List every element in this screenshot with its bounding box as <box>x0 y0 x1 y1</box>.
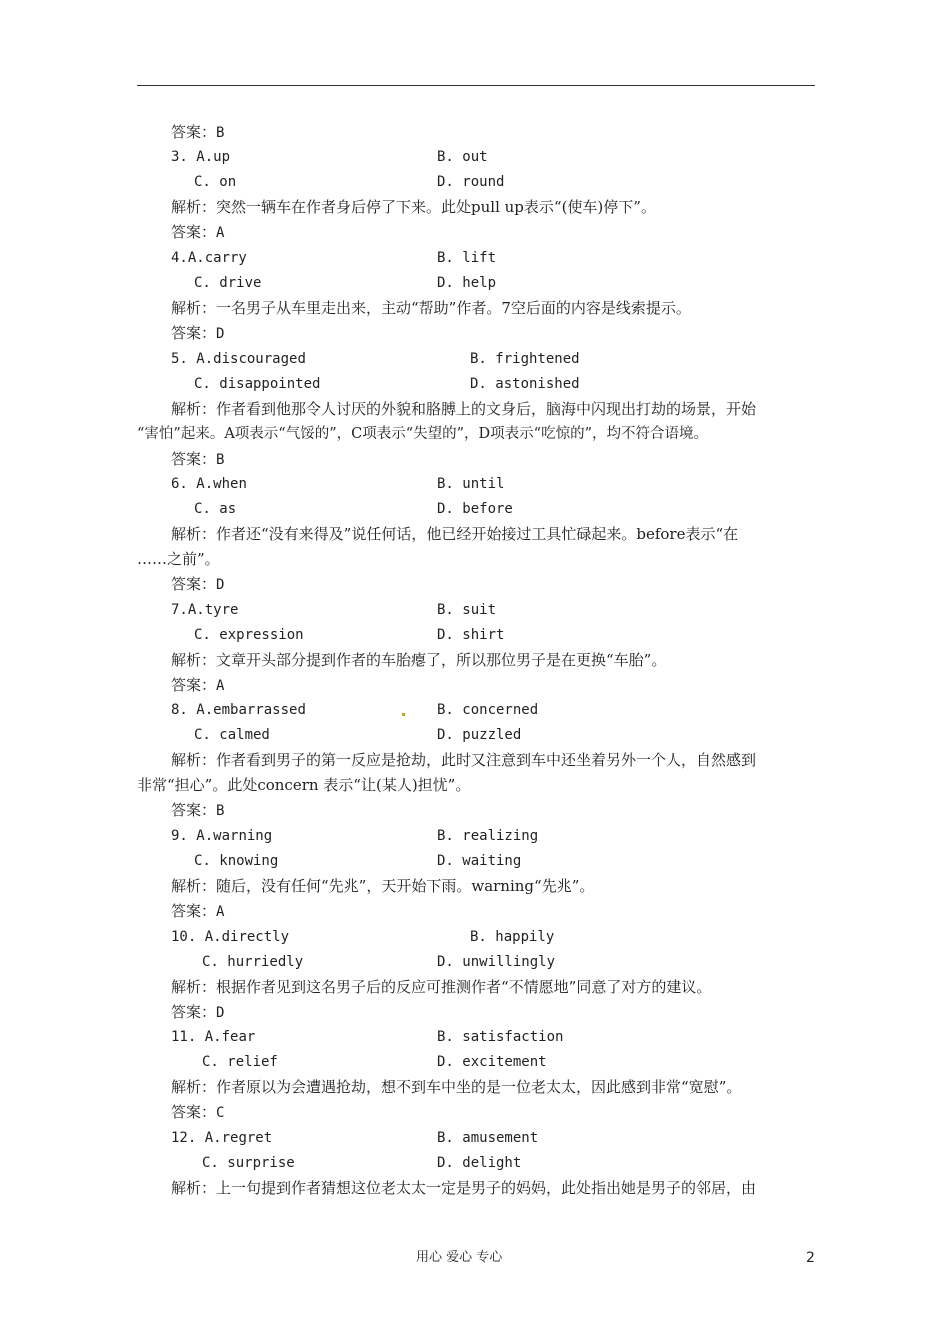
q5-option-c: C. disappointed <box>194 376 321 392</box>
q5-option-b: B. frightened <box>470 351 580 367</box>
q8-option-a: 8. A.embarrassed <box>171 702 306 718</box>
q7-option-c: C. expression <box>194 627 304 643</box>
q11-analysis: 解析：作者原以为会遭遇抢劫，想不到车中坐的是一位老太太，因此感到非常“宽慰”。 <box>171 1078 742 1096</box>
q5-answer: 答案：B <box>171 450 225 468</box>
q11-option-a: 11. A.fear <box>171 1029 256 1045</box>
q7-option-b: B. suit <box>437 602 497 618</box>
q4-option-b: B. lift <box>437 250 497 266</box>
q9-option-d: D. waiting <box>437 853 522 869</box>
q11-option-c: C. relief <box>202 1054 278 1070</box>
q7-option-d: D. shirt <box>437 627 505 643</box>
q11-option-b: B. satisfaction <box>437 1029 564 1045</box>
q6-analysis-line-1: 解析：作者还“没有来得及”说任何话，他已经开始接过工具忙碌起来。before表示“在 <box>171 525 739 543</box>
q10-answer: 答案：D <box>171 1003 225 1021</box>
q9-answer: 答案：A <box>171 902 225 920</box>
q3-option-b: B. out <box>437 149 488 165</box>
q9-analysis: 解析：随后，没有任何“先兆”，天开始下雨。warning“先兆”。 <box>171 877 595 895</box>
q5-option-a: 5. A.discouraged <box>171 351 306 367</box>
q10-option-c: C. hurriedly <box>202 954 304 970</box>
q9-option-a: 9. A.warning <box>171 828 273 844</box>
header-rule <box>137 85 815 86</box>
stray-dot <box>402 713 405 716</box>
q9-option-b: B. realizing <box>437 828 539 844</box>
q4-option-a: 4.A.carry <box>171 250 247 266</box>
q6-analysis-line-2: ……之前”。 <box>137 550 220 568</box>
q8-option-c: C. calmed <box>194 727 270 743</box>
q7-analysis: 解析：文章开头部分提到作者的车胎瘪了，所以那位男子是在更换“车胎”。 <box>171 651 667 669</box>
answer-line-q2: 答案：B <box>171 123 225 141</box>
q3-option-d: D. round <box>437 174 505 190</box>
q11-answer: 答案：C <box>171 1103 225 1121</box>
q4-option-d: D. help <box>437 275 497 291</box>
q10-option-a: 10. A.directly <box>171 929 290 945</box>
q10-option-b: B. happily <box>470 929 555 945</box>
q7-option-a: 7.A.tyre <box>171 602 239 618</box>
q8-option-b: B. concerned <box>437 702 539 718</box>
q6-option-a: 6. A.when <box>171 476 247 492</box>
q8-analysis-line-1: 解析：作者看到男子的第一反应是抢劫，此时又注意到车中还坐着另外一个人，自然感到 <box>171 751 757 769</box>
q4-option-c: C. drive <box>194 275 262 291</box>
q12-analysis: 解析：上一句提到作者猜想这位老太太一定是男子的妈妈，此处指出她是男子的邻居，由 <box>171 1179 757 1197</box>
page-footer: 用心 爱心 专心 <box>416 1250 503 1265</box>
q8-option-d: D. puzzled <box>437 727 522 743</box>
q10-analysis: 解析：根据作者见到这名男子后的反应可推测作者“不情愿地”同意了对方的建议。 <box>171 978 712 996</box>
q6-option-d: D. before <box>437 501 513 517</box>
q5-analysis-line-1: 解析：作者看到他那令人讨厌的外貌和胳膊上的文身后，脑海中闪现出打劫的场景，开始 <box>171 400 757 418</box>
q8-analysis-line-2: 非常“担心”。此处concern 表示“让(某人)担忧”。 <box>137 776 471 794</box>
q3-analysis: 解析：突然一辆车在作者身后停了下来。此处pull up表示“(使车)停下”。 <box>171 198 656 216</box>
q4-answer: 答案：D <box>171 324 225 342</box>
q6-option-b: B. until <box>437 476 505 492</box>
q3-option-c: C. on <box>194 174 237 190</box>
q12-option-d: D. delight <box>437 1155 522 1171</box>
page-number: 2 <box>806 1250 815 1266</box>
q12-option-c: C. surprise <box>202 1155 295 1171</box>
q6-option-c: C. as <box>194 501 237 517</box>
q6-answer: 答案：D <box>171 575 225 593</box>
q9-option-c: C. knowing <box>194 853 279 869</box>
q12-option-a: 12. A.regret <box>171 1130 273 1146</box>
q3-answer: 答案：A <box>171 223 225 241</box>
q5-analysis-line-2: “害怕”起来。A项表示“气馁的”，C项表示“失望的”，D项表示“吃惊的”，均不符合语境。 <box>137 426 708 442</box>
q3-option-a: 3. A.up <box>171 149 231 165</box>
q7-answer: 答案：A <box>171 676 225 694</box>
q10-option-d: D. unwillingly <box>437 954 556 970</box>
q4-analysis: 解析：一名男子从车里走出来，主动“帮助”作者。7空后面的内容是线索提示。 <box>171 299 691 317</box>
q11-option-d: D. excitement <box>437 1054 547 1070</box>
q12-option-b: B. amusement <box>437 1130 539 1146</box>
q8-answer: 答案：B <box>171 801 225 819</box>
q5-option-d: D. astonished <box>470 376 580 392</box>
